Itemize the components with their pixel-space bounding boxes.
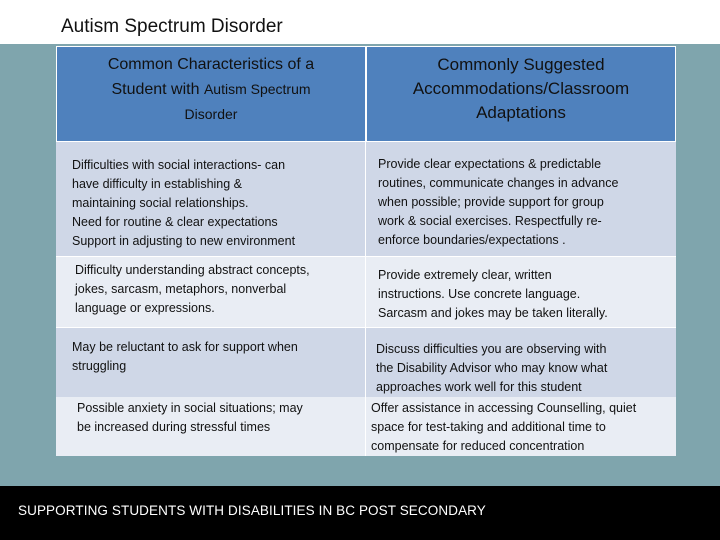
cell-line: have difficulty in establishing & — [72, 177, 243, 191]
cell-line: routines, communicate changes in advance — [378, 176, 619, 190]
cell-line: Discuss difficulties you are observing with — [376, 342, 607, 356]
characteristic-cell — [56, 328, 366, 397]
characteristic-cell — [56, 397, 366, 456]
cell-line: Provide extremely clear, written — [378, 268, 552, 282]
accommodations-table — [56, 46, 676, 456]
table-header-row — [56, 46, 676, 142]
cell-line: Support in adjusting to new environment — [72, 234, 296, 248]
cell-line: language or expressions. — [75, 301, 215, 315]
footer-bar — [0, 486, 720, 540]
cell-line: Offer assistance in accessing Counselling, quiet — [371, 401, 637, 415]
cell-line: maintaining social relationships. — [72, 196, 249, 210]
table-row — [56, 257, 676, 328]
cell-line: struggling — [72, 359, 127, 373]
accommodation-cell — [366, 257, 676, 328]
characteristic-cell — [56, 257, 366, 328]
header-right-line: Accommodations/Classroom — [412, 79, 630, 98]
cell-line: be increased during stressful times — [77, 420, 271, 434]
table-row — [56, 328, 676, 397]
cell-line: approaches work well for this student — [376, 380, 582, 394]
cell-line: Sarcasm and jokes may be taken literally. — [378, 306, 608, 320]
cell-line: compensate for reduced concentration — [371, 439, 585, 453]
accommodation-cell — [366, 328, 676, 397]
cell-line: Difficulty understanding abstract concepts, — [75, 263, 310, 277]
cell-line: the Disability Advisor who may know what — [376, 361, 608, 375]
header-right-line: Commonly Suggested — [437, 55, 605, 74]
cell-line: space for test-taking and additional time to — [371, 420, 606, 434]
header-characteristics — [56, 46, 366, 142]
header-right-line: Adaptations — [476, 103, 566, 122]
footer-text: SUPPORTING STUDENTS WITH DISABILITIES IN BC POST SECONDARY — [18, 503, 486, 518]
title-bar — [0, 0, 720, 44]
header-left-fragment: Autism Spectrum — [203, 81, 311, 97]
cell-line: enforce boundaries/expectations . — [378, 233, 566, 247]
cell-line: Possible anxiety in social situations; may — [77, 401, 303, 415]
table-row — [56, 397, 676, 456]
header-accommodations — [366, 46, 676, 142]
accommodation-cell — [366, 397, 676, 456]
cell-line: instructions. Use concrete language. — [378, 287, 581, 301]
cell-line: May be reluctant to ask for support when — [72, 340, 298, 354]
cell-line: when possible; provide support for group — [378, 195, 604, 209]
cell-line: Difficulties with social interactions- can — [72, 158, 286, 172]
header-left-line — [57, 77, 365, 102]
cell-line: work & social exercises. Respectfully re- — [378, 214, 602, 228]
cell-line: Provide clear expectations & predictable — [378, 157, 602, 171]
header-left-line: Disorder — [184, 106, 238, 122]
characteristic-cell — [56, 142, 366, 257]
header-left-line: Common Characteristics of a — [107, 56, 315, 73]
table-row — [56, 142, 676, 257]
cell-line: jokes, sarcasm, metaphors, nonverbal — [75, 282, 287, 296]
header-left-fragment: Student with — [111, 81, 204, 98]
accommodation-cell — [366, 142, 676, 257]
cell-line: Need for routine & clear expectations — [72, 215, 278, 229]
slide-title: Autism Spectrum Disorder — [61, 16, 283, 37]
